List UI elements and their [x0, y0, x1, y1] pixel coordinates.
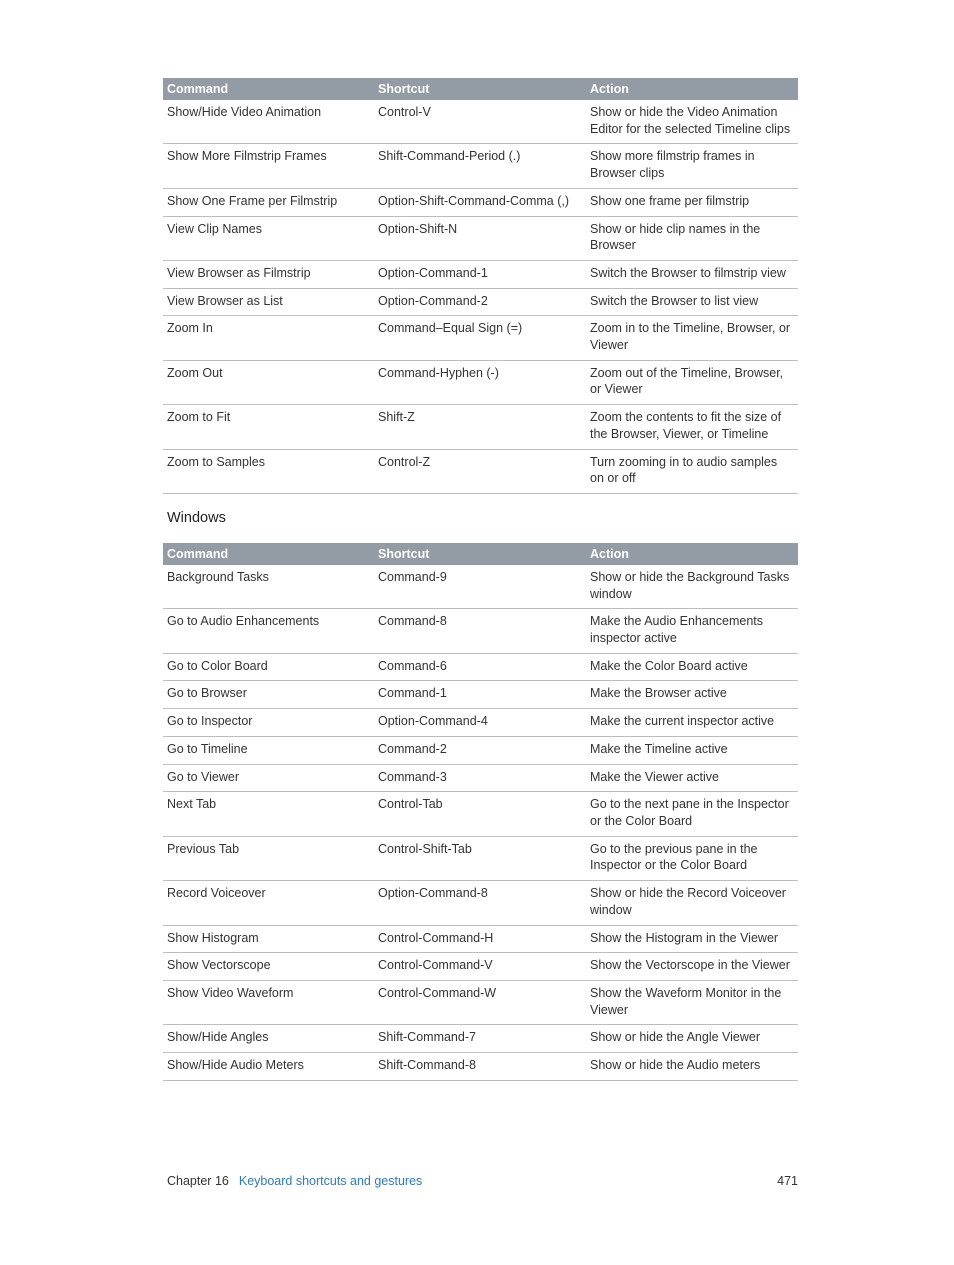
cell-shortcut: Option-Command-1 [374, 260, 586, 288]
cell-shortcut: Option-Command-8 [374, 881, 586, 925]
header-command: Command [163, 543, 374, 565]
table-row [163, 653, 798, 681]
table-row [163, 144, 798, 188]
table-row [163, 288, 798, 316]
table-row [163, 1053, 798, 1081]
cell-shortcut: Command-3 [374, 764, 586, 792]
cell-action: Show the Vectorscope in the Viewer [586, 953, 798, 981]
table-row [163, 736, 798, 764]
cell-action: Show or hide the Record Voiceover window [586, 881, 798, 925]
cell-command: Show/Hide Audio Meters [163, 1053, 374, 1081]
footer-chapter-link[interactable]: Keyboard shortcuts and gestures [238, 1174, 423, 1188]
table-row [163, 681, 798, 709]
cell-action: Make the Browser active [586, 681, 798, 709]
table-body-windows [163, 565, 798, 1080]
header-action: Action [586, 78, 798, 100]
cell-shortcut: Command-1 [374, 681, 586, 709]
cell-command: Show More Filmstrip Frames [163, 144, 374, 188]
cell-shortcut: Control-Command-W [374, 980, 586, 1024]
cell-shortcut: Shift-Command-7 [374, 1025, 586, 1053]
cell-command: Show Histogram [163, 925, 374, 953]
table-row [163, 260, 798, 288]
cell-command: Background Tasks [163, 565, 374, 609]
table-row [163, 1025, 798, 1053]
cell-shortcut: Command-2 [374, 736, 586, 764]
page-number: 471 [777, 1174, 798, 1188]
cell-shortcut: Control-Command-H [374, 925, 586, 953]
cell-command: Go to Viewer [163, 764, 374, 792]
cell-action: Zoom out of the Timeline, Browser, or Viewer [586, 360, 798, 404]
footer-chapter: Chapter 16 [167, 1174, 229, 1188]
cell-command: Zoom Out [163, 360, 374, 404]
cell-action: Show the Waveform Monitor in the Viewer [586, 980, 798, 1024]
cell-shortcut: Shift-Command-Period (.) [374, 144, 586, 188]
cell-action: Make the current inspector active [586, 709, 798, 737]
table-row [163, 216, 798, 260]
table-row [163, 764, 798, 792]
table-row [163, 360, 798, 404]
cell-action: Show or hide the Background Tasks window [586, 565, 798, 609]
cell-shortcut: Option-Shift-Command-Comma (,) [374, 188, 586, 216]
cell-action: Make the Viewer active [586, 764, 798, 792]
table-header-row [163, 543, 798, 565]
cell-action: Make the Audio Enhancements inspector active [586, 609, 798, 653]
cell-action: Make the Color Board active [586, 653, 798, 681]
table-row [163, 980, 798, 1024]
table-body-general [163, 100, 798, 493]
cell-shortcut: Command-Hyphen (-) [374, 360, 586, 404]
table-row [163, 792, 798, 836]
cell-action: Show or hide clip names in the Browser [586, 216, 798, 260]
cell-command: Go to Timeline [163, 736, 374, 764]
table-row [163, 449, 798, 493]
cell-command: Zoom to Fit [163, 405, 374, 449]
cell-action: Show more filmstrip frames in Browser clips [586, 144, 798, 188]
cell-shortcut: Control-Shift-Tab [374, 836, 586, 880]
table-row [163, 100, 798, 144]
cell-command: Show/Hide Angles [163, 1025, 374, 1053]
cell-shortcut: Shift-Z [374, 405, 586, 449]
header-shortcut: Shortcut [374, 543, 586, 565]
cell-action: Zoom in to the Timeline, Browser, or Viewer [586, 316, 798, 360]
cell-command: View Browser as List [163, 288, 374, 316]
table-row [163, 188, 798, 216]
cell-action: Switch the Browser to list view [586, 288, 798, 316]
cell-command: Show Video Waveform [163, 980, 374, 1024]
cell-command: Zoom In [163, 316, 374, 360]
cell-shortcut: Option-Command-2 [374, 288, 586, 316]
cell-command: Go to Color Board [163, 653, 374, 681]
cell-action: Show one frame per filmstrip [586, 188, 798, 216]
cell-shortcut: Option-Command-4 [374, 709, 586, 737]
cell-command: Show/Hide Video Animation [163, 100, 374, 144]
table-row [163, 405, 798, 449]
table-row [163, 925, 798, 953]
cell-shortcut: Command-9 [374, 565, 586, 609]
header-action: Action [586, 543, 798, 565]
cell-action: Zoom the contents to fit the size of the Browser, Viewer, or Timeline [586, 405, 798, 449]
table-row [163, 709, 798, 737]
cell-command: Go to Inspector [163, 709, 374, 737]
page-content [163, 78, 798, 1081]
cell-action: Go to the next pane in the Inspector or the Color Board [586, 792, 798, 836]
cell-action: Go to the previous pane in the Inspector or the Color Board [586, 836, 798, 880]
cell-shortcut: Command–Equal Sign (=) [374, 316, 586, 360]
cell-shortcut: Command-6 [374, 653, 586, 681]
cell-command: View Clip Names [163, 216, 374, 260]
table-header-row [163, 78, 798, 100]
cell-command: Zoom to Samples [163, 449, 374, 493]
cell-action: Show or hide the Angle Viewer [586, 1025, 798, 1053]
cell-shortcut: Control-Tab [374, 792, 586, 836]
shortcuts-table-windows [163, 543, 798, 1081]
cell-command: Previous Tab [163, 836, 374, 880]
cell-action: Make the Timeline active [586, 736, 798, 764]
table-row [163, 609, 798, 653]
cell-command: Next Tab [163, 792, 374, 836]
cell-shortcut: Control-V [374, 100, 586, 144]
cell-command: View Browser as Filmstrip [163, 260, 374, 288]
cell-command: Show Vectorscope [163, 953, 374, 981]
table-row [163, 565, 798, 609]
cell-action: Switch the Browser to filmstrip view [586, 260, 798, 288]
table-row [163, 881, 798, 925]
cell-shortcut: Option-Shift-N [374, 216, 586, 260]
section-title-windows: Windows [167, 509, 226, 526]
cell-command: Show One Frame per Filmstrip [163, 188, 374, 216]
cell-command: Record Voiceover [163, 881, 374, 925]
table-row [163, 953, 798, 981]
cell-shortcut: Shift-Command-8 [374, 1053, 586, 1081]
header-command: Command [163, 78, 374, 100]
page-footer [167, 1173, 798, 1189]
cell-action: Show the Histogram in the Viewer [586, 925, 798, 953]
cell-action: Show or hide the Video Animation Editor for the selected Timeline clips [586, 100, 798, 144]
cell-shortcut: Control-Command-V [374, 953, 586, 981]
table-row [163, 836, 798, 880]
cell-action: Show or hide the Audio meters [586, 1053, 798, 1081]
cell-action: Turn zooming in to audio samples on or off [586, 449, 798, 493]
cell-shortcut: Command-8 [374, 609, 586, 653]
cell-command: Go to Browser [163, 681, 374, 709]
table-row [163, 316, 798, 360]
cell-shortcut: Control-Z [374, 449, 586, 493]
header-shortcut: Shortcut [374, 78, 586, 100]
shortcuts-table-general [163, 78, 798, 494]
cell-command: Go to Audio Enhancements [163, 609, 374, 653]
